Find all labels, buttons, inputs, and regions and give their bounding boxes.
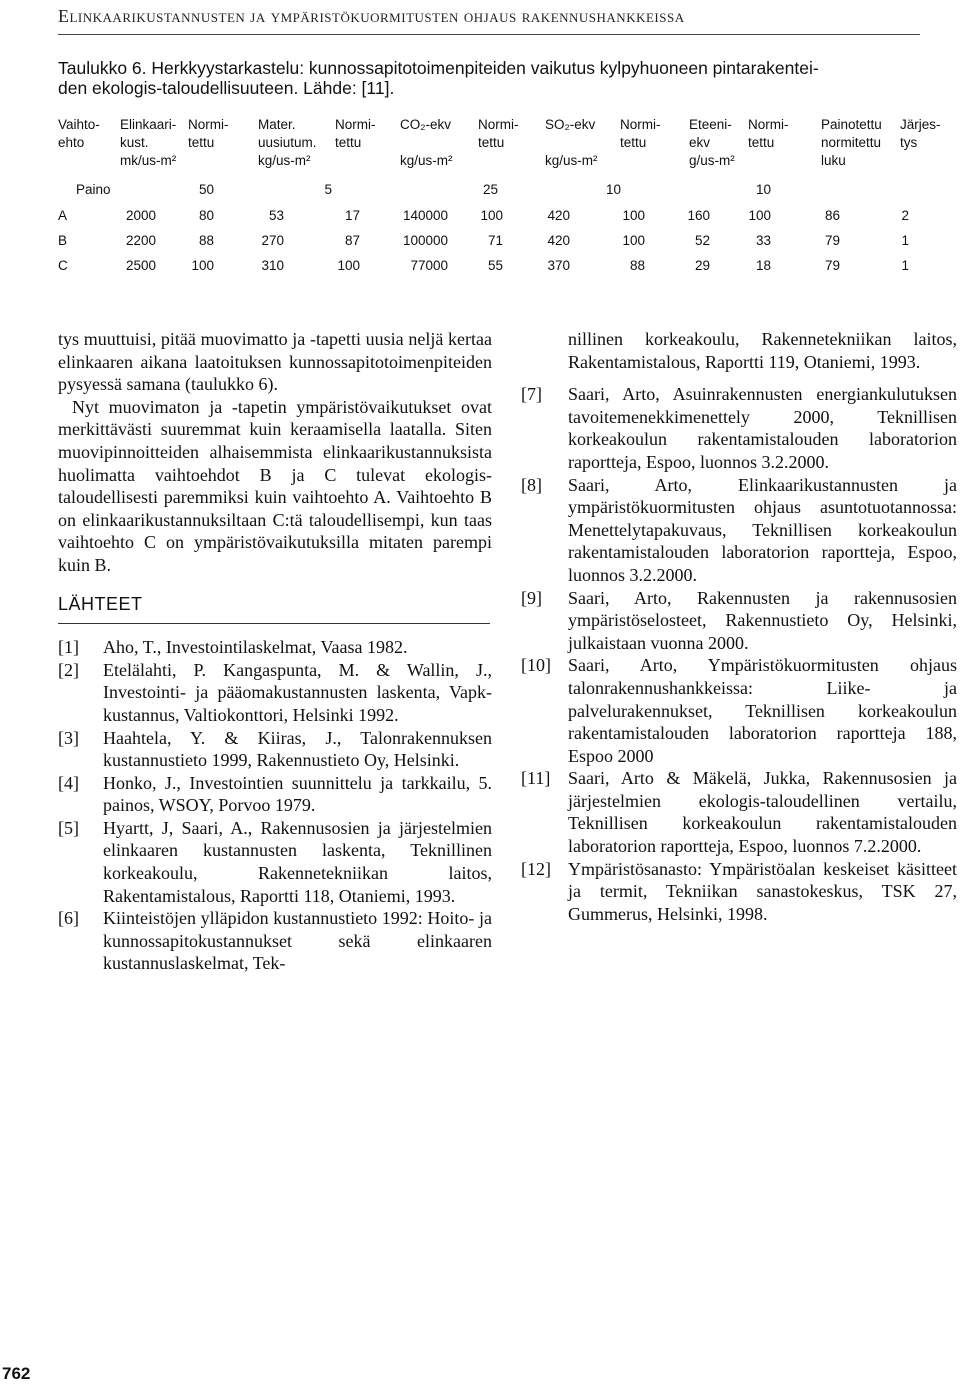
- reference-text: Saari, Arto, Ympäristökuormitusten ohjaus talonrakennushankkeissa: Liike- ja palvelurakennukset, Teknillisen korkeakoulun rakentamistalouden laboratorion raportteja 188, Espoo 2000: [568, 655, 957, 766]
- column-header: Järjes- tys: [900, 117, 941, 150]
- table-cell: 86: [824, 208, 840, 223]
- table-cell: 53: [268, 208, 284, 223]
- reference-item: [58, 636, 492, 659]
- reference-number: [10]: [521, 655, 551, 676]
- weight-value: 50: [198, 182, 214, 197]
- column-header: Normi- tettu: [335, 117, 376, 150]
- table-cell: 100000: [402, 233, 448, 248]
- table-row: [58, 231, 924, 251]
- table-caption: Taulukko 6. Herkkyystarkastelu: kunnossapitotoimenpiteiden vaikutus kylpyhuoneen pintarakentei- den ekologis-taloudellisuuteen. Lähde: [11].: [58, 58, 819, 98]
- table-cell: 270: [261, 233, 284, 248]
- reference-list: [521, 383, 957, 925]
- table-cell: 52: [694, 233, 710, 248]
- reference-number: [8]: [521, 474, 542, 495]
- column-header: Eteeni- ekv g/us-m²: [689, 117, 735, 168]
- weight-label: Paino: [76, 182, 111, 197]
- table-cell: 1: [901, 258, 909, 273]
- table-cell: 2500: [125, 258, 156, 273]
- table-cell: 370: [547, 258, 570, 273]
- table-cell: 1: [901, 233, 909, 248]
- reference-text: Saari, Arto & Mäkelä, Jukka, Rakennusosien ja järjestelmien ekologis-taloudellinen vertailu, Teknillisen korkeakoulun rakentamistalouden laboratorion raportteja, Espoo, luonnos 7.2.2000.: [568, 768, 957, 857]
- reference-item: [521, 767, 957, 857]
- reference-text: Saari, Arto, Elinkaarikustannusten ja ympäristökuormitusten ohjaus asuntotuotannossa: Menettelytapakuvaus, Teknillisen korkeakoulun rakentamistalouden laboratorion raportteja, Espoo, luonnos 3.2.2000.: [568, 474, 957, 585]
- right-column: [521, 328, 957, 925]
- table-cell: 100: [191, 258, 214, 273]
- header-rule: [58, 34, 920, 35]
- body-paragraph: Nyt muovimaton ja -tapetin ympäristövaikutukset ovat merkittävästi suuremmat kuin keraamisella laatalla. Siten muovipinnoitteiden alhaisemmista elinkaarikustannuksista huolimatta vaihtoehdot B ja C tulevat ekologis-taloudellisesti paremmiksi kuin vaihtoehto A. Vaihtoehto B on elinkaarikustannuksiltaan C:tä taloudellisempi, kun taas vaihtoehto C on ympäristövaikutuksilla mitaten parempi kuin B.: [58, 396, 492, 575]
- table-cell: 80: [198, 208, 214, 223]
- weight-value: 10: [755, 182, 771, 197]
- reference-text: Honko, J., Investointien suunnittelu ja tarkkailu, 5. painos, WSOY, Porvoo 1979.: [103, 772, 492, 816]
- table-cell: 33: [755, 233, 771, 248]
- table-cell: 100: [480, 208, 503, 223]
- table-cell: 100: [748, 208, 771, 223]
- table-cell: 2000: [125, 208, 156, 223]
- reference-item: [521, 654, 957, 767]
- column-header: Elinkaari- kust. mk/us-m²: [120, 117, 177, 168]
- table-cell: 87: [344, 233, 360, 248]
- reference-number: [3]: [58, 727, 79, 748]
- column-header: Mater. uusiutum. kg/us-m²: [258, 117, 317, 168]
- table-cell: 29: [694, 258, 710, 273]
- table-cell: 140000: [402, 208, 448, 223]
- column-header: SO₂-ekv kg/us-m²: [545, 117, 598, 168]
- reference-item: [58, 817, 492, 907]
- reference-number: [1]: [58, 637, 79, 658]
- reference-item: [521, 858, 957, 926]
- table-cell: 2: [901, 208, 909, 223]
- reference-text: Kiinteistöjen ylläpidon kustannustieto 1992: Hoito- ja kunnossapitokustannukset sekä elinkaaren kustannuslaskelmat, Tek-: [103, 908, 492, 974]
- table-cell: C: [58, 258, 68, 273]
- weight-value: 25: [482, 182, 498, 197]
- table-cell: 160: [687, 208, 710, 223]
- reference-item: [58, 772, 492, 817]
- reference-number: [2]: [58, 659, 79, 680]
- reference-number: [7]: [521, 384, 542, 405]
- reference-item: [58, 907, 492, 975]
- table-cell: 100: [337, 258, 360, 273]
- reference-text: Saari, Arto, Rakennusten ja rakennusosien ympäristöselosteet, Rakennustieto Oy, Helsinki, julkaistaan vuonna 2000.: [568, 587, 957, 653]
- page-number: 762: [2, 1364, 31, 1383]
- reference-number: [11]: [521, 768, 551, 789]
- weight-row: [58, 180, 924, 200]
- table-cell: 79: [824, 233, 840, 248]
- table-cell: A: [58, 208, 68, 223]
- reference-text: Hyartt, J, Saari, A., Rakennusosien ja järjestelmien elinkaaren kustannusten laskenta, Teknillinen korkeakoulu, Rakennetekniikan laitos, Rakentamistalous, Raportti 118, Otaniemi, 1993.: [103, 817, 492, 906]
- reference-number: [12]: [521, 858, 551, 879]
- reference-number: [5]: [58, 817, 79, 838]
- table-cell: 88: [629, 258, 645, 273]
- reference-item: [58, 659, 492, 727]
- column-header: Painotettu normitettu luku: [821, 117, 882, 168]
- reference-text: Etelälahti, P. Kangaspunta, M. & Wallin, J., Investointi- ja pääomakustannusten laskenta, Vapk-kustannus, Valtiokonttori, Helsinki 1992.: [103, 659, 492, 725]
- column-header: CO₂-ekv kg/us-m²: [400, 117, 453, 168]
- column-header: Normi- tettu: [188, 117, 229, 150]
- column-header: Vaihto- ehto: [58, 117, 100, 150]
- body-paragraph: tys muuttuisi, pitää muovimatto ja -tapetti uusia neljä kertaa elinkaaren aikana laatoituksen kunnossapitotoimenpiteiden pysyessä samana (taulukko 6).: [58, 329, 492, 395]
- table-cell: 55: [487, 258, 503, 273]
- table-cell: 2200: [125, 233, 156, 248]
- reference-list: [58, 636, 492, 975]
- table-row: [58, 206, 924, 226]
- weight-value: 10: [605, 182, 621, 197]
- reference-number: [4]: [58, 772, 79, 793]
- table-cell: 79: [824, 258, 840, 273]
- table-cell: 100: [622, 233, 645, 248]
- running-header: Elinkaarikustannusten ja ympäristökuormitusten ohjaus rakennushankkeissa: [58, 6, 685, 26]
- reference-item: [521, 383, 957, 473]
- column-header: Normi- tettu: [478, 117, 519, 150]
- column-header: Normi- tettu: [748, 117, 789, 150]
- references-heading: LÄHTEET: [58, 593, 490, 625]
- table-cell: 77000: [410, 258, 448, 273]
- table-cell: B: [58, 233, 68, 248]
- reference-continuation-text: nillinen korkeakoulu, Rakennetekniikan laitos, Rakentamistalous, Raportti 119, Otaniemi, 1993.: [568, 329, 957, 372]
- weight-value: 5: [324, 182, 332, 197]
- table-cell: 420: [547, 233, 570, 248]
- table-cell: 71: [487, 233, 503, 248]
- left-column: [58, 328, 492, 975]
- table-cell: 310: [261, 258, 284, 273]
- table-cell: 100: [622, 208, 645, 223]
- reference-text: Aho, T., Investointilaskelmat, Vaasa 1982.: [103, 637, 408, 658]
- reference-number: [6]: [58, 908, 79, 929]
- table-cell: 88: [198, 233, 214, 248]
- reference-continuation: [521, 328, 957, 373]
- reference-item: [58, 727, 492, 772]
- reference-text: Haahtela, Y. & Kiiras, J., Talonrakennuksen kustannustieto 1999, Rakennustieto Oy, Helsinki.: [103, 727, 492, 771]
- table-cell: 17: [344, 208, 360, 223]
- body-paragraphs: [58, 328, 492, 577]
- column-header: Normi- tettu: [620, 117, 661, 150]
- table-cell: 18: [755, 258, 771, 273]
- reference-text: Ympäristösanasto: Ympäristöalan keskeiset käsitteet ja termit, Tekniikan sanastokeskus, TSK 27, Gummerus, Helsinki, 1998.: [568, 858, 957, 924]
- reference-item: [521, 474, 957, 587]
- reference-item: [521, 587, 957, 655]
- reference-text: Saari, Arto, Asuinrakennusten energiankulutuksen tavoitemenekkimenettely 2000, Teknillisen korkeakoulun rakentamistalouden laboratorion raportteja, Espoo, luonnos 3.2.2000.: [568, 384, 957, 472]
- table-row: [58, 256, 924, 276]
- reference-number: [9]: [521, 587, 542, 608]
- table-cell: 420: [547, 208, 570, 223]
